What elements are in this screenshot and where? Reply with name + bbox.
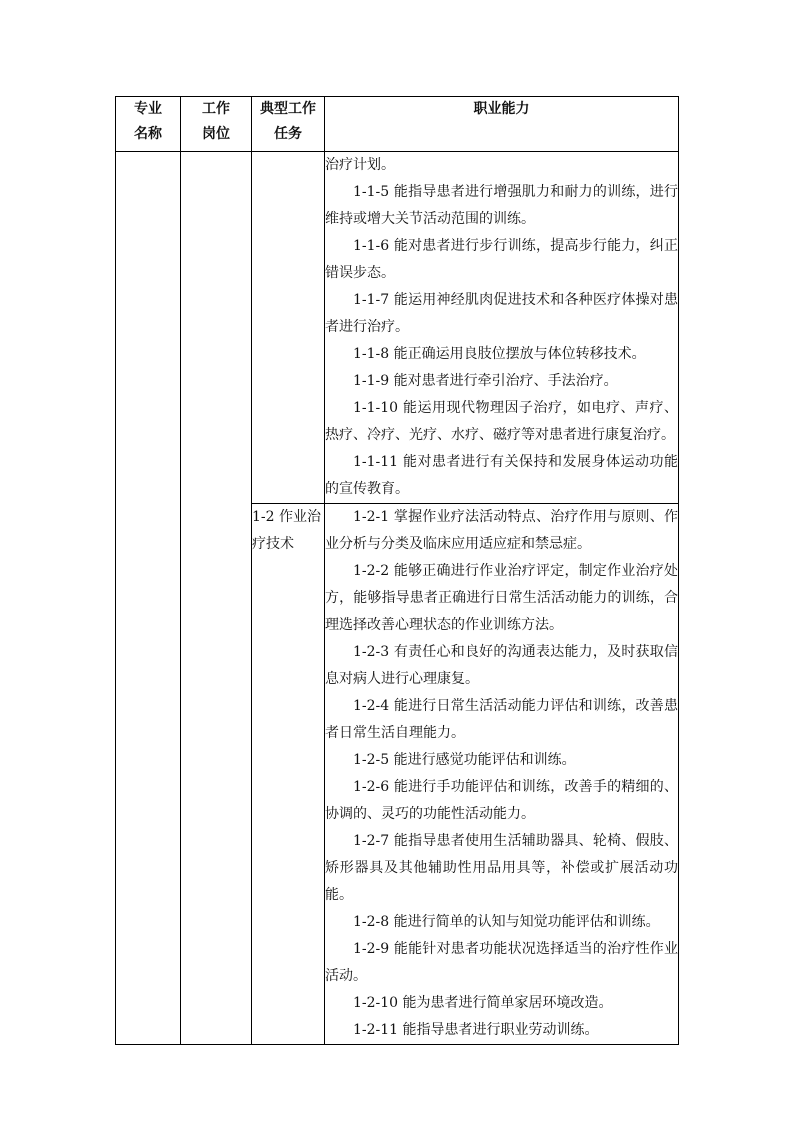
ability-item: 1-2-5 能进行感觉功能评估和训练。: [353, 752, 576, 768]
ability-item: 1-1-5 能指导患者进行增强肌力和耐力的训练，进行维持或增大关节活动范围的训练。: [325, 184, 678, 227]
header-major-name: [116, 97, 181, 152]
ability-item: 1-1-6 能对患者进行步行训练，提高步行能力，纠正错误步态。: [325, 238, 678, 281]
header-task-line-1: 典型工作: [260, 101, 316, 117]
ability-item: 1-2-1 掌握作业疗法活动特点、治疗作用与原则、作业分析与分类及临床应用适应症和禁忌症。: [325, 509, 678, 552]
header-major-line-2: 名称: [134, 126, 162, 142]
ability-table: [115, 96, 679, 1045]
major-name-cell: [116, 152, 181, 1045]
typical-task-cell: [252, 152, 325, 504]
work-post-cell: [181, 152, 252, 1045]
header-work-post: [181, 97, 252, 152]
ability-item: 1-2-6 能进行手功能评估和训练，改善手的精细的、协调的、灵巧的功能性活动能力。: [325, 779, 678, 822]
ability-item: 1-2-3 有责任心和良好的沟通表达能力，及时获取信息对病人进行心理康复。: [325, 644, 678, 687]
header-vocational-ability: [325, 97, 679, 152]
header-row: [116, 97, 679, 152]
ability-item: 1-2-9 能能针对患者功能状况选择适当的治疗性作业活动。: [325, 941, 678, 984]
ability-item: 1-2-7 能指导患者使用生活辅助器具、轮椅、假肢、矫形器具及其他辅助性用品用具等，补偿或扩展活动功能。: [325, 833, 678, 903]
ability-item: 1-1-8 能正确运用良肢位摆放与体位转移技术。: [353, 346, 646, 362]
header-ability-label: 职业能力: [473, 101, 530, 117]
ability-item: 1-1-11 能对患者进行有关保持和发展身体运动功能的宣传教育。: [325, 454, 678, 497]
header-post-line-2: 岗位: [202, 126, 230, 142]
header-typical-task: [252, 97, 325, 152]
ability-item: 治疗计划。: [325, 157, 395, 173]
ability-cell: [325, 152, 679, 504]
header-task-line-2: 任务: [274, 126, 302, 142]
ability-item: 1-2-11 能指导患者进行职业劳动训练。: [353, 1022, 599, 1038]
table-row: [116, 152, 679, 504]
header-post-line-1: 工作: [202, 101, 230, 117]
ability-item: 1-1-10 能运用现代物理因子治疗，如电疗、声疗、热疗、冷疗、光疗、水疗、磁疗等对患者进行康复治疗。: [325, 400, 678, 443]
header-major-line-1: 专业: [134, 101, 162, 117]
ability-item: 1-2-10 能为患者进行简单家居环境改造。: [353, 995, 613, 1011]
ability-item: 1-2-2 能够正确进行作业治疗评定，制定作业治疗处方，能够指导患者正确进行日常生活活动能力的训练，合理选择改善心理状态的作业训练方法。: [325, 563, 678, 633]
ability-cell: [325, 504, 679, 1045]
ability-item: 1-1-9 能对患者进行牵引治疗、手法治疗。: [353, 373, 618, 389]
typical-task-cell: [252, 504, 325, 1045]
ability-item: 1-1-7 能运用神经肌肉促进技术和各种医疗体操对患者进行治疗。: [325, 292, 678, 335]
task-label: 1-2 作业治疗技术: [252, 509, 321, 552]
ability-item: 1-2-4 能进行日常生活活动能力评估和训练，改善患者日常生活自理能力。: [325, 698, 678, 741]
ability-item: 1-2-8 能进行简单的认知与知觉功能评估和训练。: [353, 914, 660, 930]
